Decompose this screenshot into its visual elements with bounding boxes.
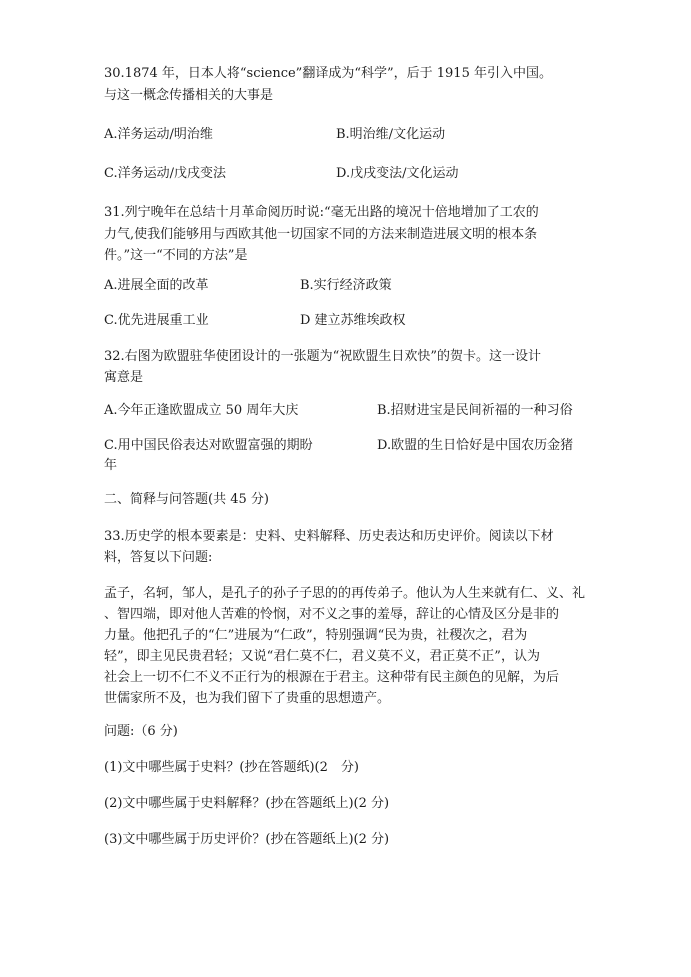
q32-option-d: D.欧盟的生日恰好是中国农历金猪 bbox=[377, 438, 574, 453]
passage-line: 社会上一切不仁不义不正行为的根源在于君主。这种带有民主颜色的见解，为后 bbox=[104, 670, 560, 685]
q30-stem-line-1: 30.1874 年，日本人将“science”翻译成为“科学”，后于 1915 年引入中国。 bbox=[104, 66, 552, 81]
sub-question-1: (1)文中哪些属于史料？(抄在答题纸)(2 分) bbox=[104, 760, 359, 775]
q30-option-c: C.洋务运动/戊戌变法 bbox=[104, 166, 226, 181]
q30-option-a: A.洋务运动/明治维 bbox=[104, 127, 213, 142]
sub-question-2: (2)文中哪些属于史料解释？(抄在答题纸上)(2 分) bbox=[104, 796, 390, 811]
passage-line: 孟子，名轲，邹人，是孔子的孙子子思的的再传弟子。他认为人生来就有仁、义、礼 bbox=[104, 586, 586, 601]
q31-option-a: A.进展全面的改革 bbox=[104, 278, 209, 293]
q32-stem-line-1: 32.右图为欧盟驻华使团设计的一张题为“祝欧盟生日欢快”的贺卡。这一设计 bbox=[104, 349, 541, 364]
q32-option-c-continuation: 年 bbox=[104, 458, 118, 473]
sub-question-3: (3)文中哪些属于历史评价？(抄在答题纸上)(2 分) bbox=[104, 832, 390, 847]
q32-option-b: B.招财进宝是民间祈福的一种习俗 bbox=[377, 403, 573, 418]
passage-line: 轻”，即主见民贵君轻；又说“君仁莫不仁，君义莫不义，君正莫不正”，认为 bbox=[104, 649, 540, 664]
q31-stem-line-2: 力气,使我们能够用与西欧其他一切国家不同的方法来制造进展文明的根本条 bbox=[104, 227, 538, 242]
q31-option-d: D 建立苏维埃政权 bbox=[300, 313, 406, 328]
q31-option-b: B.实行经济政策 bbox=[300, 278, 392, 293]
passage-line: 世儒家所不及，也为我们留下了贵重的思想遗产。 bbox=[104, 691, 391, 706]
q31-option-c: C.优先进展重工业 bbox=[104, 313, 209, 328]
q33-stem-line-2: 料，答复以下问题: bbox=[104, 550, 213, 565]
q30-option-b: B.明治维/文化运动 bbox=[336, 127, 446, 142]
question-header: 问题:（6 分) bbox=[104, 724, 178, 739]
q32-option-a: A.今年正逢欧盟成立 50 周年大庆 bbox=[104, 403, 299, 418]
q32-stem-line-2: 寓意是 bbox=[104, 370, 144, 385]
section-heading: 二、简释与问答题(共 45 分) bbox=[104, 492, 269, 507]
q31-stem-line-3: 件。”这一“不同的方法”是 bbox=[104, 248, 248, 263]
passage-line: 力量。他把孔子的“仁”进展为“仁政”，特别强调“民为贵，社稷次之，君为 bbox=[104, 628, 528, 643]
q30-stem-line-2: 与这一概念传播相关的大事是 bbox=[104, 88, 274, 103]
q30-option-d: D.戊戌变法/文化运动 bbox=[336, 166, 459, 181]
q33-stem-line-1: 33.历史学的根本要素是：史料、史料解释、历史表达和历史评价。阅读以下材 bbox=[104, 529, 554, 544]
q31-stem-line-1: 31.列宁晚年在总结十月革命阅历时说:“毫无出路的境况十倍地增加了工农的 bbox=[104, 205, 539, 220]
q32-option-c: C.用中国民俗表达对欧盟富强的期盼 bbox=[104, 438, 313, 453]
passage-line: 、智四端，即对他人苦难的怜悯，对不义之事的羞辱，辞让的心情及区分是非的 bbox=[104, 607, 560, 622]
